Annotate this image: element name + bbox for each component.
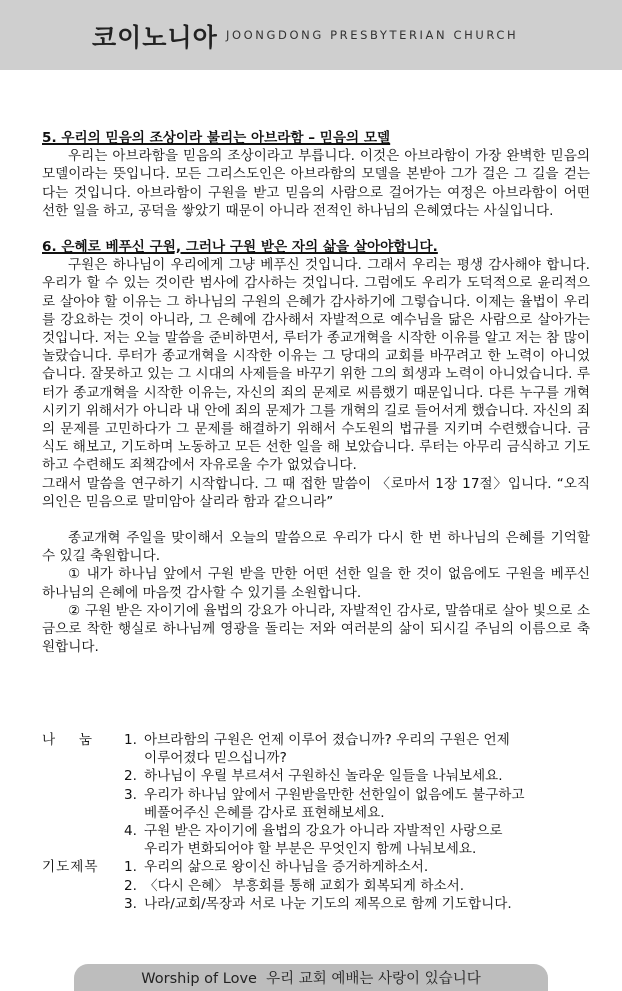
prayer-label: 기도제목 bbox=[42, 859, 99, 876]
sermon-content bbox=[42, 129, 590, 656]
section-6-body: 구원은 하나님이 우리에게 그냥 베푸신 것입니다. 그래서 우리는 평생 감사해야 합니다. 우리가 할 수 있는 것이란 범사에 감사하는 것입니다. 그럼에도 우리가 도덕적으로 윤리적으로 살아야 할 이유는 그 하나님의 구원의 은혜가 감사하기에 그렇습니다. 이제는 율법이 우리를 강요하는 것이 아니라, 그 은혜에 감사해서 자발적으로 예수님을 닮은 사람으로 살아가는 것입니다. 저는 오늘 말씀을 준비하면서, 루터가 종교개혁을 시작한 이유를 알고 저는 참 많이 놀랐습니다. 루터가 종교개혁을 시작한 이유는 그 당대의 교회를 바꾸려고 한 노력이 아니었습니다. 잘못하고 있는 그 시대의 사제들을 바꾸기 위한 그의 희생과 노력이 아니었습니다. 루터가 종교개혁을 시작한 이유는, 자신의 죄의 문제로 씨름했기 때문입니다. 다른 누구를 개혁시키기 위해서가 아니라 내 안에 죄의 문제가 그를 개혁의 길로 들어서게 했습니다. 자신의 죄의 문제를 고민하다가 그 문제를 해결하기 위해서 수도원의 법규를 지키며 수련했습니다. 금식도 해보고, 기도하며 노동하고 모든 선한 일을 해 보았습니다. 루터는 아무리 금식하고 기도하고 수련해도 죄책감에서 자유로울 수가 없었습니다. bbox=[42, 257, 590, 474]
sharing-row-4 bbox=[42, 822, 590, 858]
prayer-num-2: 2. bbox=[124, 877, 137, 894]
sharing-num-4: 4. bbox=[124, 823, 137, 840]
logo-english: JOONGDONG PRESBYTERIAN CHURCH bbox=[226, 28, 519, 42]
footer-banner bbox=[74, 964, 548, 991]
closing-item-2: ② 구원 받은 자이기에 율법의 강요가 아니라, 자발적인 감사로, 말씀대로 살아 빛으로 소금으로 착한 행실로 하나님께 영광을 돌리는 저와 여러분의 삶이 되시길 주님의 이름으로 축원합니다. bbox=[42, 602, 590, 656]
sharing-label: 나 눔 bbox=[42, 732, 92, 748]
sharing-text-4: 구원 받은 자이기에 율법의 강요가 아니라 자발적인 사랑으로 우리가 변화되어야 할 부분은 무엇인지 함께 나눠보세요. bbox=[144, 823, 503, 858]
sharing-row-2 bbox=[42, 767, 590, 785]
sharing-num-1: 1. bbox=[124, 732, 137, 748]
prayer-text-1: 우리의 삶으로 왕이신 하나님을 증거하게하소서. bbox=[144, 859, 429, 876]
sharing-text-2: 하나님이 우릴 부르셔서 구원하신 놀라운 일들을 나눠보세요. bbox=[144, 768, 503, 785]
sharing-row-1 bbox=[42, 731, 590, 767]
prayer-row-2 bbox=[42, 877, 590, 895]
section-6-body-2: 그래서 말씀을 연구하기 시작합니다. 그 때 접한 말씀이 〈로마서 1장 17절〉입니다. “오직 의인은 믿음으로 말미암아 살리라 함과 같으니라” bbox=[42, 475, 590, 510]
prayer-row-3 bbox=[42, 895, 590, 913]
sharing-text-3: 우리가 하나님 앞에서 구원받을만한 선한일이 없음에도 불구하고 베풀어주신 은혜를 감사로 표현해보세요. bbox=[144, 786, 525, 821]
sharing-num-3: 3. bbox=[124, 786, 137, 803]
sharing-num-2: 2. bbox=[124, 768, 137, 785]
prayer-row-1 bbox=[42, 858, 590, 876]
discussion-section bbox=[42, 731, 590, 913]
closing-intro: 종교개혁 주일을 맞이해서 오늘의 말씀으로 우리가 다시 한 번 하나님의 은혜를 기억할 수 있길 축원합니다. bbox=[42, 530, 590, 565]
prayer-num-3: 3. bbox=[124, 895, 137, 912]
prayer-num-1: 1. bbox=[124, 859, 137, 876]
logo-korean: 코이노니아 bbox=[92, 23, 218, 52]
header-banner bbox=[0, 0, 622, 70]
section-5-body: 우리는 아브라함을 믿음의 조상이라고 부릅니다. 이것은 아브라함이 가장 완벽한 믿음의 모델이라는 뜻입니다. 모든 그리스도인은 아브라함의 모델을 본받아 그가 걸은 그 길을 걷는다는 것입니다. 아브라함이 구원을 받고 믿음의 사람으로 걸어가는 여정은 아브라함이 어떤 선한 일을 하고, 공덕을 쌓았기 때문이 아니라 전적인 하나님의 은혜였다는 사실입니다. bbox=[42, 148, 590, 219]
section-5-title: 5. 우리의 믿음의 조상이라 불리는 아브라함 – 믿음의 모델 bbox=[42, 130, 391, 146]
prayer-text-2: 〈다시 은혜〉 부흥회를 통해 교회가 회복되게 하소서. bbox=[144, 877, 465, 894]
closing-item-1: ① 내가 하나님 앞에서 구원 받을 만한 어떤 선한 일을 한 것이 없음에도 구원을 베푸신 하나님의 은혜에 마음껏 감사할 수 있기를 소원합니다. bbox=[42, 566, 590, 601]
prayer-text-3: 나라/교회/목장과 서로 나눈 기도의 제목으로 함께 기도합니다. bbox=[144, 895, 512, 912]
sharing-text-1: 아브라함의 구원은 언제 이루어 졌습니까? 우리의 구원은 언제 이루어졌다 믿으십니까? bbox=[144, 732, 510, 767]
footer-text: Worship of Love 우리 교회 예배는 사랑이 있습니다 bbox=[141, 971, 481, 987]
section-6-title: 6. 은혜로 베푸신 구원, 그러나 구원 받은 자의 삶을 살아야합니다. bbox=[42, 239, 438, 256]
sharing-row-3 bbox=[42, 786, 590, 822]
